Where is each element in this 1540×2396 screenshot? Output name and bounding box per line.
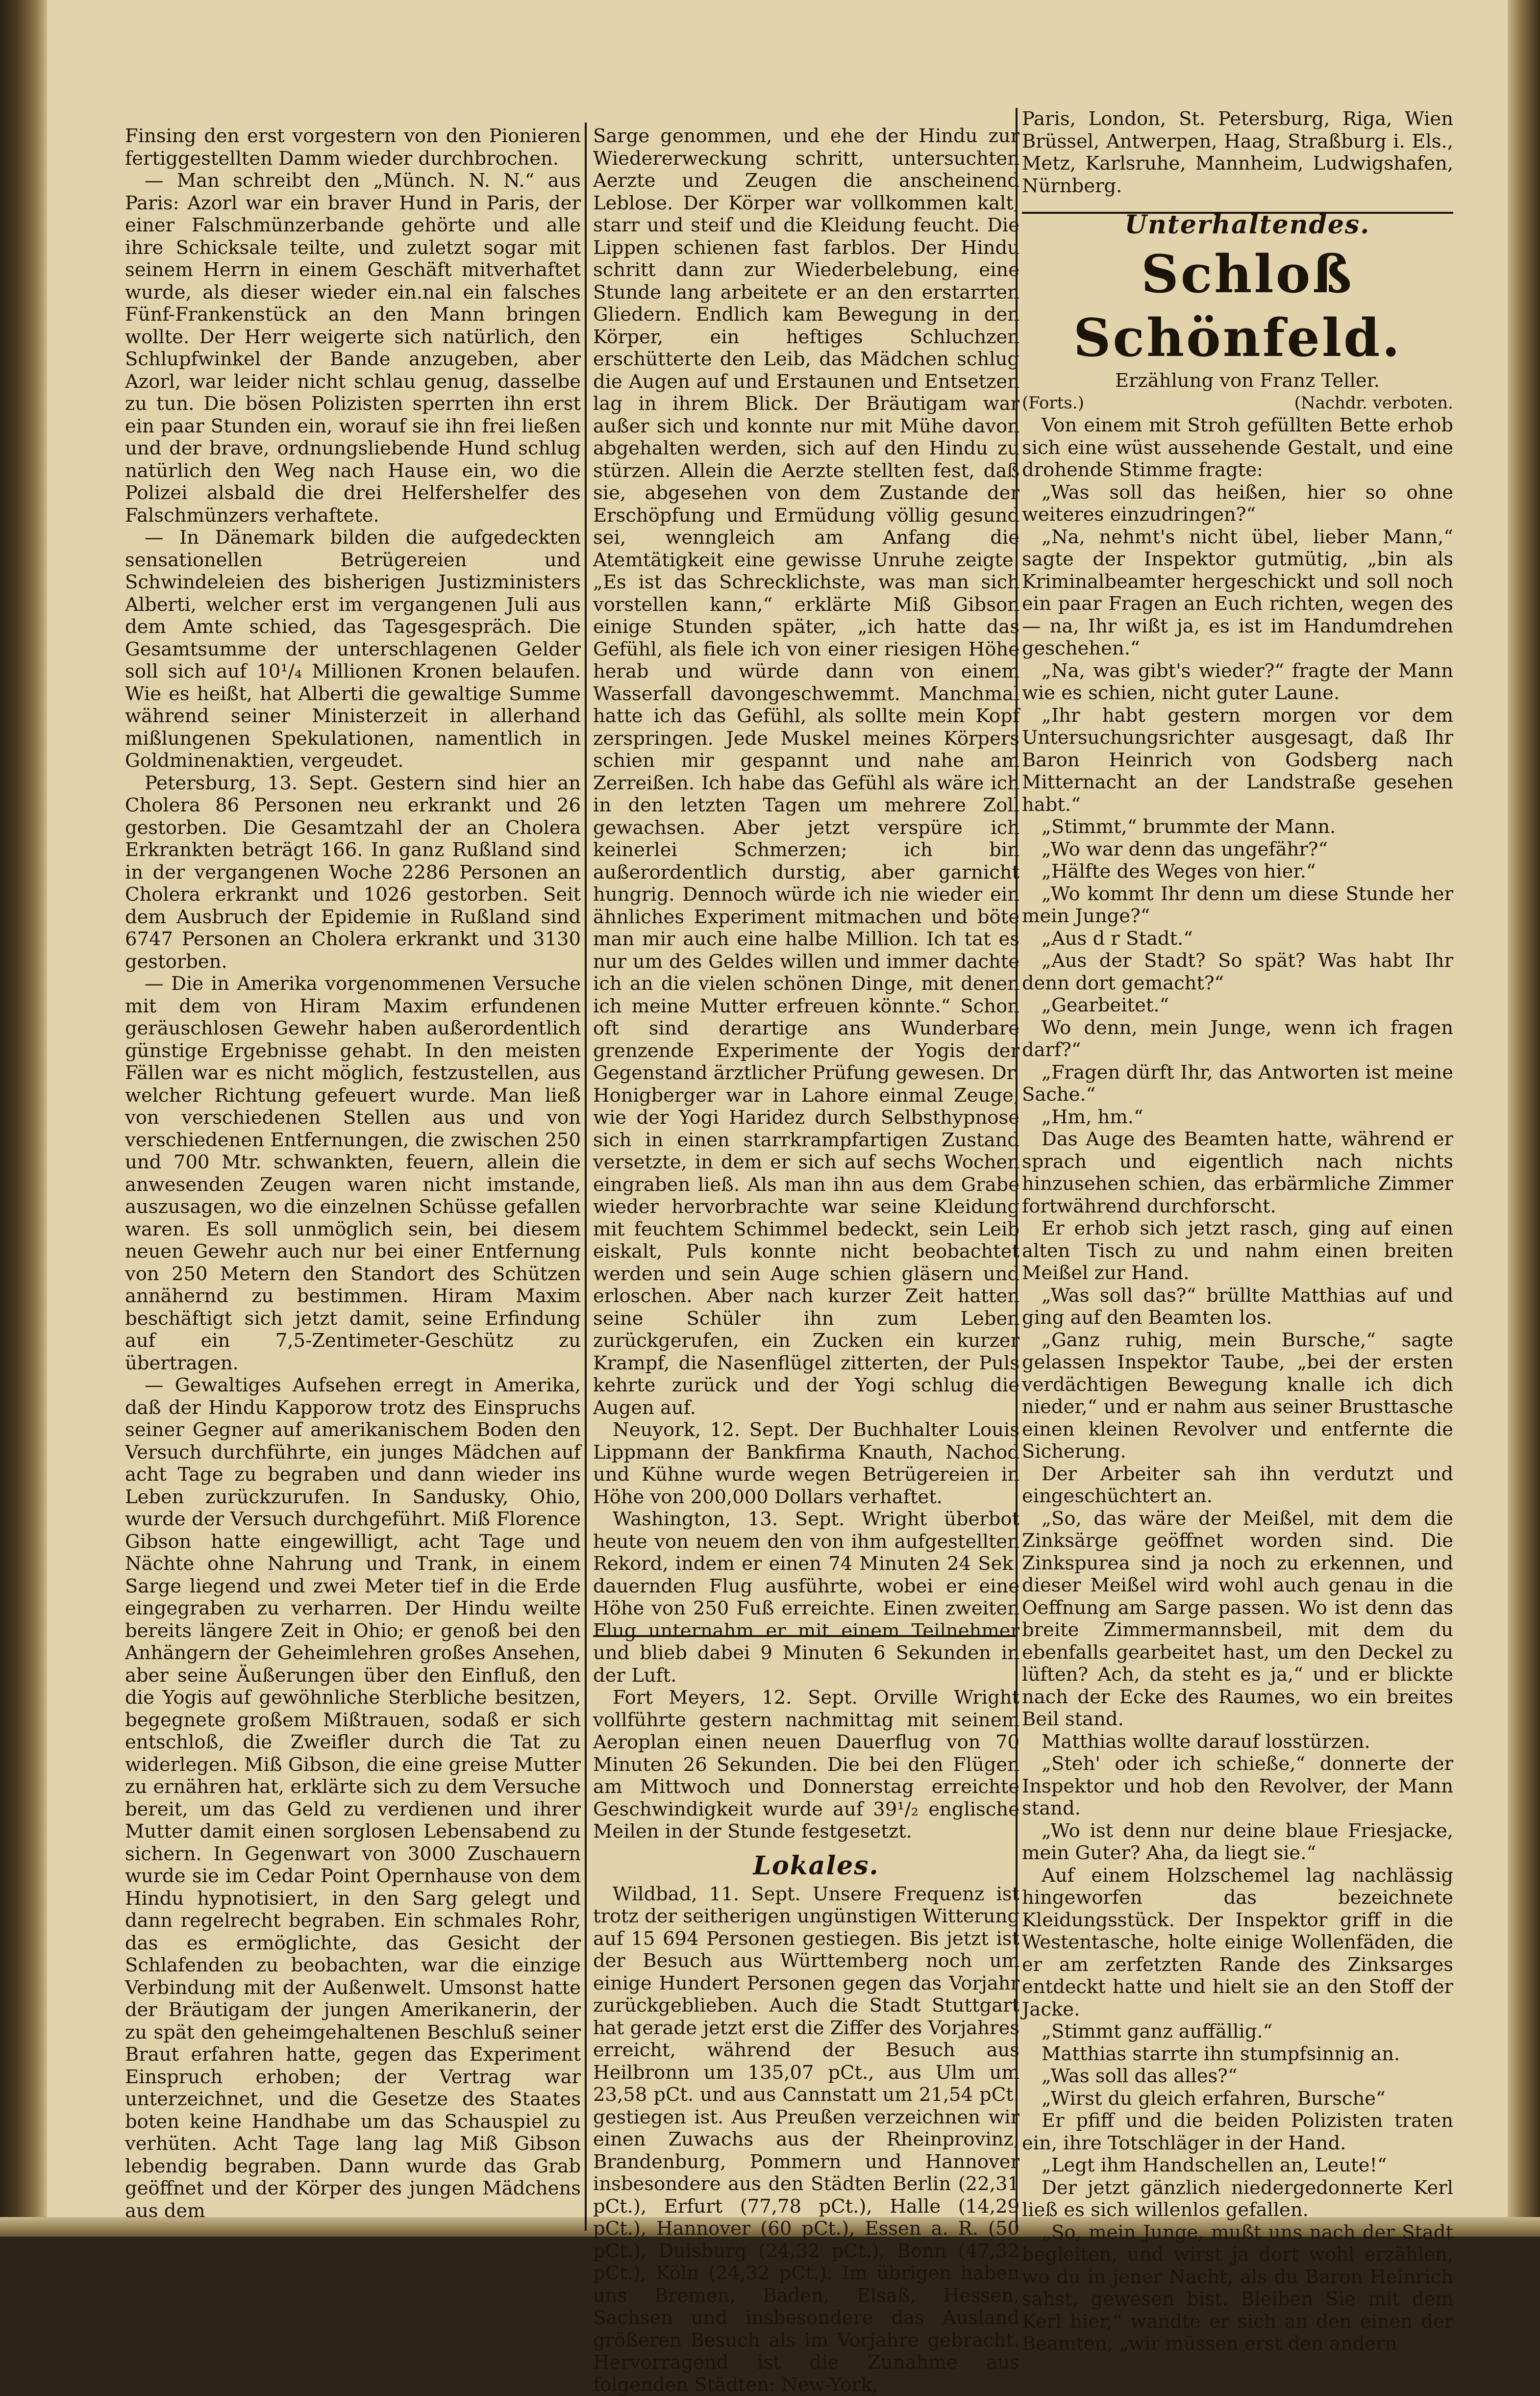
article-paragraph: Washington, 13. Sept. Wright überbot heute von neuem den von ihm aufgestellten Rekord, indem er einen 74 Minuten 24 Sek. dauernden Flug ausführte, wobei er eine Höhe von 250 Fuß erreichte. Einen zweiten Flug unternahm er mit einem Teilnehmer und blieb dabei 9 Minuten 6 Sekunden in der Luft. [593, 1508, 1019, 1687]
column-2 [593, 125, 1019, 2396]
story-paragraph: Er pfiff und die beiden Polizisten traten ein, ihre Totschläger in der Hand. [1022, 2110, 1453, 2154]
story-paragraph: „Steh' oder ich schieße,“ donnerte der Inspektor und hob den Revolver, der Mann stand. [1022, 1753, 1453, 1820]
story-paragraph: Von einem mit Stroh gefüllten Bette erhob sich eine wüst aussehende Gestalt, und eine drohende Stimme fragte: [1022, 414, 1453, 481]
story-paragraph: Matthias starrte ihn stumpfsinnig an. [1022, 2043, 1453, 2066]
story-title: Schloß Schönfeld. [1022, 242, 1453, 370]
story-paragraph: „Wo war denn das ungefähr?“ [1022, 838, 1453, 861]
story-paragraph: „Was soll das alles?“ [1022, 2065, 1453, 2088]
page-edge-shadow [1508, 0, 1540, 2237]
story-paragraph: Auf einem Holzschemel lag nachlässig hingeworfen das bezeichnete Kleidungsstück. Der Inspektor griff in die Westentasche, holte einige Wollenfäden, die er am zerfetzten Rande des Zinksarges entdeckt hatte und hielt sie an den Stoff der Jacke. [1022, 1865, 1453, 2021]
story-paragraph: „So, mein Junge, mußt uns nach der Stadt begleiten, und wirst ja dort wohl erzählen, wo du in jener Nacht, als du Baron Heinrich sahst, gewesen bist. Bleiben Sie mit dem Kerl hier,“ wandte er sich an den einen der Beamten, „wir müssen erst den andern [1022, 2221, 1453, 2355]
column-3 [1022, 108, 1453, 2355]
article-paragraph: Fort Meyers, 12. Sept. Orville Wright vollführte gestern nachmittag mit seinem Aeroplan einen neuen Dauerflug von 70 Minuten 26 Sekunden. Die bei den Flügen am Mittwoch und Donnerstag erreichte Geschwindigkeit wurde auf 39¹/₂ englische Meilen in der Stunde festgesetzt. [593, 1687, 1019, 1843]
story-paragraph: Der Arbeiter sah ihn verdutzt und eingeschüchtert an. [1022, 1463, 1453, 1508]
story-paragraph: „Na, was gibt's wieder?“ fragte der Mann wie es schien, nicht guter Laune. [1022, 660, 1453, 705]
article-paragraph: — Die in Amerika vorgenommenen Versuche mit dem von Hiram Maxim erfundenen geräuschlosen Gewehr haben außerordentlich günstige Ergebnisse gehabt. In den meisten Fällen war es nicht möglich, festzustellen, aus welcher Richtung gefeuert wurde. Man ließ von verschiedenen Stellen aus und von verschiedenen Entfernungen, die zwischen 250 und 700 Mtr. schwankten, feuern, allein die anwesenden Zeugen waren nicht imstande, auszusagen, wo die einzelnen Schüsse gefallen waren. Es soll unmöglich sein, bei diesem neuen Gewehr auch nur bei einer Entfernung von 250 Metern den Standort des Schützen annähernd zu bestimmen. Hiram Maxim beschäftigt sich jetzt damit, seine Erfindung auf ein 7,5-Zentimeter-Geschütz zu übertragen. [125, 973, 581, 1374]
story-paragraph: Er erhob sich jetzt rasch, ging auf einen alten Tisch zu und nahm einen breiten Meißel zur Hand. [1022, 1217, 1453, 1285]
story-paragraph: „Wo kommt Ihr denn um diese Stunde her mein Junge?“ [1022, 883, 1453, 928]
article-paragraph: Neuyork, 12. Sept. Der Buchhalter Louis Lippmann der Bankfirma Knauth, Nachod und Kühne wurde wegen Betrügereien in Höhe von 200,000 Dollars verhaftet. [593, 1419, 1019, 1508]
story-paragraph: „Stimmt ganz auffällig.“ [1022, 2020, 1453, 2043]
story-paragraph: „Stimmt,“ brummte der Mann. [1022, 816, 1453, 838]
section-title-lokales: Lokales. [593, 1849, 1019, 1883]
continuation-note: (Forts.) [1022, 392, 1084, 415]
story-paragraph: „Wo ist denn nur deine blaue Friesjacke, mein Guter? Aha, da liegt sie.“ [1022, 1820, 1453, 1865]
page-binding-shadow [0, 0, 47, 2237]
story-paragraph: Das Auge des Beamten hatte, während er sprach und eigentlich nach nichts hinzusehen schien, das erbärmliche Zimmer fortwährend durchforscht. [1022, 1128, 1453, 1217]
article-paragraph: — Man schreibt den „Münch. N. N.“ aus Paris: Azorl war ein braver Hund in Paris, der einer Falschmünzerbande gehörte und alle ihre Schicksale teilte, und zuletzt sogar mit seinem Herrn in einem Geschäft mitverhaftet wurde, als dieser wieder ein.nal ein falsches Fünf-Frankenstück an den Mann bringen wollte. Der Herr weigerte sich natürlich, den Schlupfwinkel der Bande anzugeben, aber Azorl, war leider nicht schlau genug, dasselbe zu tun. Die bösen Polizisten sperrten ihn erst ein paar Stunden ein, worauf sie ihn frei ließen und der brave, ordnungsliebende Hund schlug natürlich den Weg nach Hause ein, wo die Polizei alsbald die drei Helfershelfer des Falschmünzers verhaftete. [125, 170, 581, 527]
story-paragraph: „Na, nehmt's nicht übel, lieber Mann,“ sagte der Inspektor gutmütig, „bin als Kriminalbeamter hergeschickt und soll noch ein paar Fragen an Euch richten, wegen des — na, Ihr wißt ja, es ist im Handumdrehen geschehen.“ [1022, 526, 1453, 660]
story-paragraph: „Aus der Stadt? So spät? Was habt Ihr denn dort gemacht?“ [1022, 950, 1453, 994]
article-paragraph: — In Dänemark bilden die aufgedeckten sensationellen Betrügereien und Schwindeleien des bisherigen Justizministers Alberti, welcher erst im vergangenen Juli aus dem Amte schied, das Tagesgespräch. Die Gesamtsumme der unterschlagenen Gelder soll sich auf 10¹/₄ Millionen Kronen belaufen. Wie es heißt, hat Alberti die gewaltige Summe während seiner Ministerzeit in allerhand mißlungenen Spekulationen, namentlich in Goldminenaktien, vergeudet. [125, 527, 581, 772]
story-paragraph: „Was soll das?“ brüllte Matthias auf und ging auf den Beamten los. [1022, 1285, 1453, 1329]
article-paragraph: Finsing den erst vorgestern von den Pionieren fertiggestellten Damm wieder durchbrochen. [125, 125, 581, 170]
article-paragraph: Petersburg, 13. Sept. Gestern sind hier an Cholera 86 Personen neu erkrankt und 26 gestorben. Die Gesamtzahl der an Cholera Erkrankten beträgt 166. In ganz Rußland sind in der vergangenen Woche 2286 Personen an Cholera erkrankt und 1026 gestorben. Seit dem Ausbruch der Epidemie in Rußland sind 6747 Personen an Cholera erkrankt und 3130 gestorben. [125, 772, 581, 973]
story-paragraph: Matthias wollte darauf losstürzen. [1022, 1731, 1453, 1753]
story-paragraph: „Gearbeitet.“ [1022, 994, 1453, 1017]
story-paragraph: Der jetzt gänzlich niedergedonnerte Kerl ließ es sich willenlos gefallen. [1022, 2177, 1453, 2221]
story-paragraph: „Legt ihm Handschellen an, Leute!“ [1022, 2154, 1453, 2177]
story-paragraph: „Ganz ruhig, mein Bursche,“ sagte gelassen Inspektor Taube, „bei der ersten verdächtigen Bewegung knalle ich dich nieder,“ und er nahm aus seiner Brusttasche einen kleinen Revolver und entfernte die Sicherung. [1022, 1329, 1453, 1463]
lokales-section [593, 1849, 1019, 2396]
article-paragraph: Paris, London, St. Petersburg, Riga, Wien Brüssel, Antwerpen, Haag, Straßburg i. Els., Metz, Karlsruhe, Mannheim, Ludwigshafen, Nürnberg. [1022, 108, 1453, 197]
story-meta [1022, 392, 1453, 415]
story-byline: Erzählung von Franz Teller. [1022, 370, 1453, 392]
story-paragraph: „So, das wäre der Meißel, mit dem die Zinksärge geöffnet worden sind. Die Zinkspurea sind ja noch zu erkennen, und dieser Meißel wird wohl auch genau in die Oeffnung am Sarge passen. Wo ist denn das breite Zimmermannsbeil, mit dem du ebenfalls gearbeitet hast, um den Deckel zu lüften? Ach, da steht es ja,“ und er blickte nach der Ecke des Raumes, wo ein breites Beil stand. [1022, 1508, 1453, 1731]
story-paragraph: „Fragen dürft Ihr, das Antworten ist meine Sache.“ [1022, 1061, 1453, 1106]
story-body [1022, 414, 1453, 2355]
article-paragraph: Sarge genommen, und ehe der Hindu zur Wiedererweckung schritt, untersuchten Aerzte und Zeugen die anscheinend Leblose. Der Körper war vollkommen kalt, starr und steif und die Kleidung feucht. Die Lippen schienen fast farblos. Der Hindu schritt dann zur Wiederbelebung, eine Stunde lang arbeitete er an den erstarrten Gliedern. Endlich kam Bewegung in den Körper, ein heftiges Schluchzen erschütterte den Leib, das Mädchen schlug die Augen auf und Erstaunen und Entsetzen lag in ihrem Blick. Der Bräutigam war außer sich und konnte nur mit Mühe davon abgehalten werden, sich auf den Hindu zu stürzen. Allein die Aerzte stellten fest, daß sie, abgesehen von dem Zustande der Erschöpfung und Ermüdung völlig gesund sei, wenngleich am Anfang die Atemtätigkeit eine gewisse Unruhe zeigte. „Es ist das Schrecklichste, was man sich vorstellen kann,“ erklärte Miß Gibson einige Stunden später, „ich hatte das Gefühl, als fiele ich von einer riesigen Höhe herab und würde dann von einem Wasserfall davongeschwemmt. Manchmal hatte ich das Gefühl, als sollte mein Kopf zerspringen. Jede Muskel meines Körpers schien mir gespannt und nahe am Zerreißen. Ich habe das Gefühl als wäre ich in den letzten Tagen um mehrere Zoll gewachsen. Aber jetzt verspüre ich keinerlei Schmerzen; ich bin außerordentlich durstig, aber garnicht hungrig. Dennoch würde ich nie wieder ein ähnliches Experiment mitmachen und böte man mir auch eine halbe Million. Ich tat es nur um des Geldes willen und immer dachte ich an die vielen schönen Dinge, mit denen ich meine Mutter erfreuen könnte.“ Schon oft sind derartige ans Wunderbare grenzende Experimente der Yogis der Gegenstand ärztlicher Prüfung gewesen. Dr. Honigberger war in Lahore einmal Zeuge, wie der Yogi Haridez durch Selbsthypnose sich in einen starrkrampfartigen Zustand versetzte, in dem er sich auf sechs Wochen eingraben ließ. Als man ihn aus dem Grabe wieder hervorbrachte war seine Kleidung mit feuchtem Schimmel bedeckt, sein Leib eiskalt, Puls konnte nicht beobachtet werden und sein Auge schien gläsern und erloschen. Aber nach kurzer Zeit hatten seine Schüler ihn zum Leben zurückgerufen, ein Zucken ein kurzer Krampf, die Nasenflügel zitterten, der Puls kehrte zurück und der Yogi schlug die Augen auf. [593, 125, 1019, 1419]
article-paragraph: — Gewaltiges Aufsehen erregt in Amerika, daß der Hindu Kapporow trotz des Einspruchs seiner Gegner auf amerikanischem Boden den Versuch durchführte, ein junges Mädchen auf acht Tage zu begraben und dann wieder ins Leben zurückzurufen. In Sandusky, Ohio, wurde der Versuch durchgeführt. Miß Florence Gibson hatte eingewilligt, acht Tage und Nächte ohne Nahrung und Trank, in einem Sarge liegend und zwei Meter tief in die Erde eingegraben zu verharren. Der Hindu weilte bereits längere Zeit in Ohio; er genoß bei den Anhängern der Geheimlehren großes Ansehen, aber seine Äußerungen über den Einfluß, den die Yogis auf gewöhnliche Sterbliche besitzen, begegnete großem Mißtrauen, sodaß er sich entschloß, die Zweifler durch die Tat zu widerlegen. Miß Gibson, die eine greise Mutter zu ernähren hat, erklärte sich zu dem Versuche bereit, um das Geld zu verdienen und ihrer Mutter damit einen sorglosen Lebensabend zu sichern. In Gegenwart von 3000 Zuschauern wurde sie im Cedar Point Opernhause von dem Hindu hypnotisiert, in den Sarg gelegt und dann regelrecht begraben. Ein schmales Rohr, das es ermöglichte, das Gesicht der Schlafenden zu beobachten, war die einzige Verbindung mit der Außenwelt. Umsonst hatte der Bräutigam der jungen Amerikanerin, der zu spät den geheimgehaltenen Beschluß seiner Braut erfahren hatte, gegen das Experiment Einspruch erhoben; der Vertrag war unterzeichnet, und die Gesetze des Staates boten keine Handhabe um das Schauspiel zu verhüten. Acht Tage lang lag Miß Gibson lebendig begraben. Dann wurde das Grab geöffnet und der Körper des jungen Mädchens aus dem [125, 1374, 581, 2222]
story-paragraph: „Was soll das heißen, hier so ohne weiteres einzudringen?“ [1022, 481, 1453, 526]
section-title-unterhaltendes: Unterhaltendes. [1022, 208, 1453, 242]
column-rule [585, 123, 587, 2231]
story-paragraph: „Ihr habt gestern morgen vor dem Untersuchungsrichter ausgesagt, daß Ihr Baron Heinrich von Godsberg nach Mitternacht an der Landstraße gesehen habt.“ [1022, 705, 1453, 816]
story-paragraph: „Wirst du gleich erfahren, Bursche“ [1022, 2088, 1453, 2110]
reprint-notice: (Nachdr. verboten. [1294, 392, 1453, 415]
story-paragraph: Wo denn, mein Junge, wenn ich fragen darf?“ [1022, 1017, 1453, 1061]
story-paragraph: „Aus d r Stadt.“ [1022, 928, 1453, 950]
article-paragraph: Wildbad, 11. Sept. Unsere Frequenz ist trotz der seitherigen ungünstigen Witterung auf 15 694 Personen gestiegen. Bis jetzt ist der Besuch aus Württemberg noch um einige Hundert Personen gegen das Vorjahr zurückgeblieben. Auch die Stadt Stuttgart hat gerade jetzt erst die Ziffer des Vorjahres erreicht, während der Besuch aus Heilbronn um 135,07 pCt., aus Ulm um 23,58 pCt. und aus Cannstatt um 21,54 pCt. gestiegen ist. Aus Preußen verzeichnen wir einen Zuwachs aus der Rheinprovinz, Brandenburg, Pommern und Hannover insbesondere aus den Städten Berlin (22,31 pCt.), Erfurt (77,78 pCt.), Halle (14,29 pCt.), Hannover (60 pCt.), Essen a. R. (50 pCt.), Duisburg (24,32 pCt.), Bonn (47,32 pCt.), Köln (24,32 pCt.). Im übrigen haben uns Bremen, Baden, Elsaß, Hessen, Sachsen und insbesondere das Ausland größeren Besuch als im Vorjahre gebracht. Hervorragend ist die Zunahme aus folgenden Städten: New-York, [593, 1883, 1019, 2396]
column-1 [125, 125, 581, 2222]
story-paragraph: „Hm, hm.“ [1022, 1106, 1453, 1129]
story-paragraph: „Hälfte des Weges von hier.“ [1022, 860, 1453, 883]
